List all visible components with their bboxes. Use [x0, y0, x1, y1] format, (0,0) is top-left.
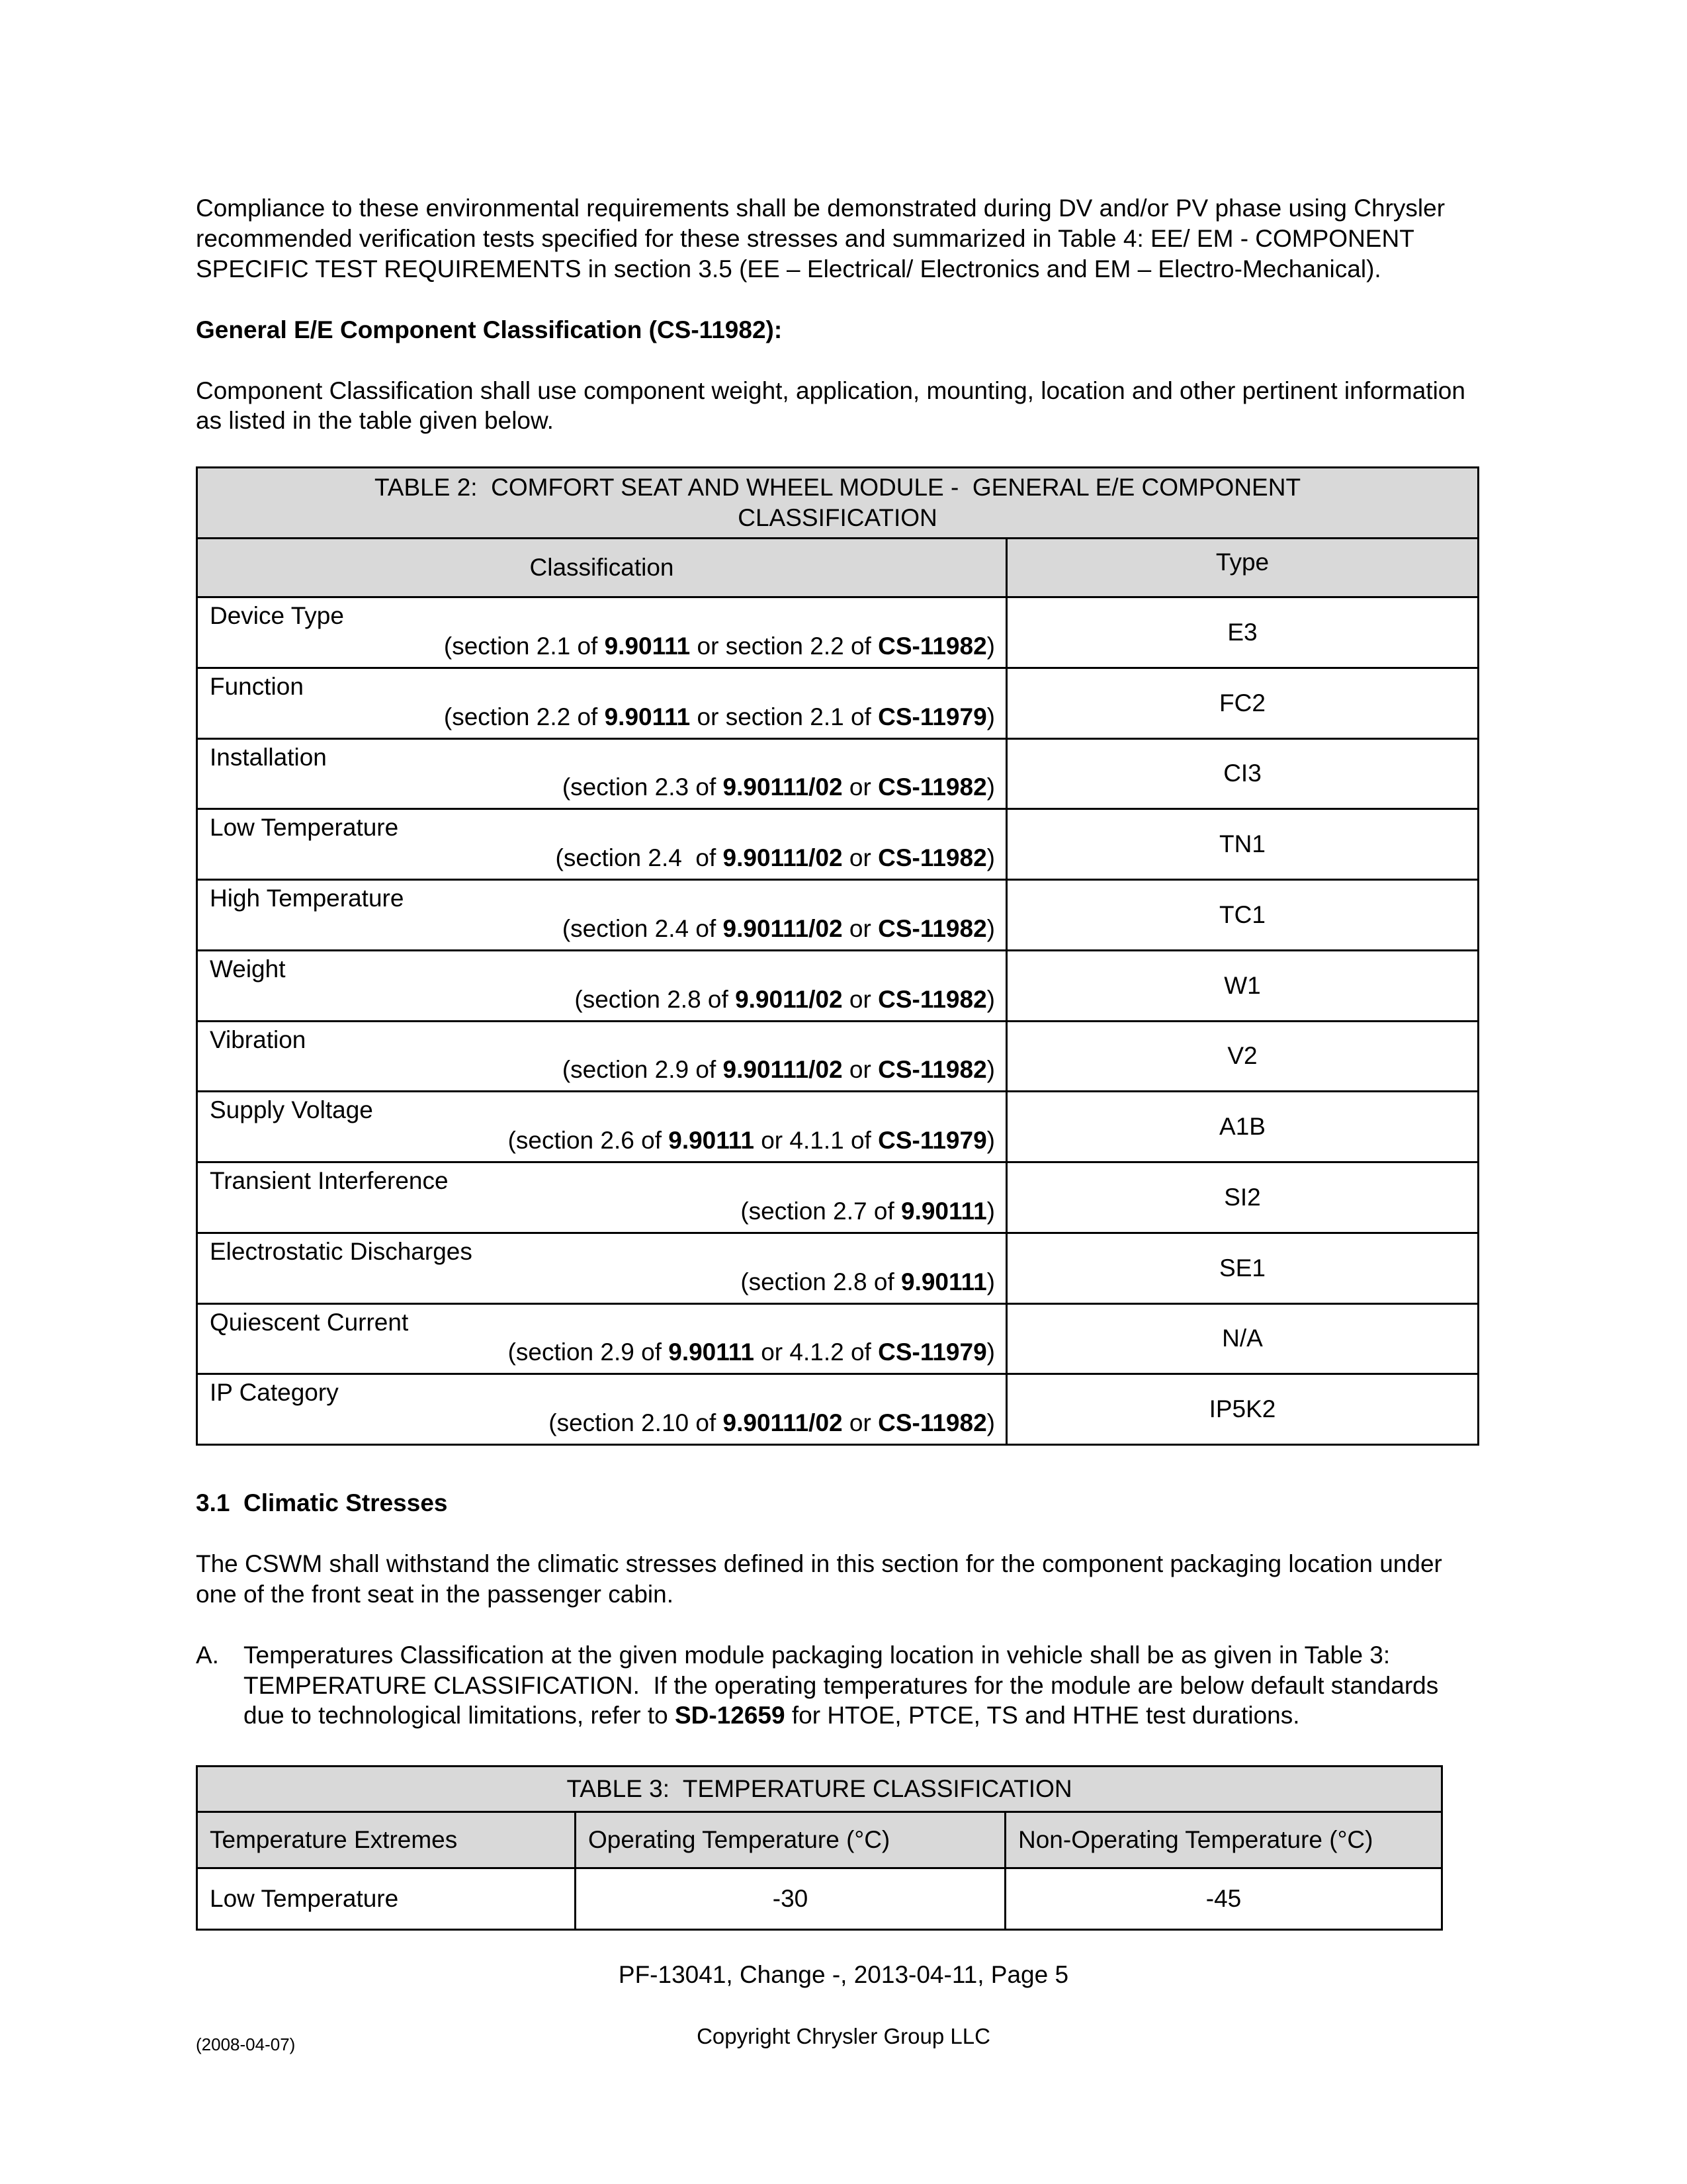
list-item-a-text: Temperatures Classification at the given module packaging location in vehicle shall be as given in Table 3: TEMPERATURE CLASSIFICATION. If the operating temperatures for the module are below default standards due to technological limitations, refer to SD-12659 for HTOE, PTCE, TS and HTHE test durations.: [243, 1641, 1446, 1729]
table-row: [197, 1374, 1479, 1445]
type-value-cell: V2: [1007, 1021, 1479, 1092]
classification-section-ref: (section 2.7 of 9.90111): [740, 1197, 995, 1225]
classification-label: Weight: [210, 955, 286, 983]
classification-label: Installation: [210, 743, 327, 771]
classification-label: Vibration: [210, 1026, 306, 1053]
table-row: [197, 738, 1479, 809]
type-value-cell: TN1: [1007, 809, 1479, 880]
classification-section-ref: (section 2.4 of 9.90111/02 or CS-11982): [562, 914, 995, 942]
classification-cell: [197, 1092, 1007, 1162]
type-value-cell: E3: [1007, 597, 1479, 668]
table-row: [197, 1021, 1479, 1092]
type-value-cell: A1B: [1007, 1092, 1479, 1162]
classification-section-ref: (section 2.2 of 9.90111 or section 2.1 of CS-11979): [443, 703, 995, 730]
classification-label: Supply Voltage: [210, 1096, 373, 1124]
table-3-header-row: [197, 1812, 1442, 1868]
paragraph-cswm-climatic: The CSWM shall withstand the climatic stresses defined in this section for the component packaging location under one of the front seat in the passenger cabin.: [196, 1550, 1442, 1608]
table-3-title-row: [197, 1767, 1442, 1812]
classification-section-ref: (section 2.4 of 9.90111/02 or CS-11982): [555, 844, 995, 872]
classification-cell: [197, 668, 1007, 738]
classification-section-ref: (section 2.8 of 9.9011/02 or CS-11982): [574, 985, 995, 1013]
table-2-component-classification: [196, 466, 1479, 1446]
temperature-extreme-cell: Low Temperature: [197, 1868, 576, 1930]
type-value-cell: SI2: [1007, 1162, 1479, 1233]
classification-label: Electrostatic Discharges: [210, 1237, 472, 1265]
classification-section-ref: (section 2.10 of 9.90111/02 or CS-11982): [548, 1409, 995, 1437]
type-value-cell: CI3: [1007, 738, 1479, 809]
table-row: [197, 809, 1479, 880]
footer-page-info: PF-13041, Change -, 2013-04-11, Page 5: [618, 1961, 1069, 1988]
classification-cell: [197, 597, 1007, 668]
table-row: [197, 1303, 1479, 1374]
table-2-title-cell: [197, 468, 1479, 539]
table-2-title: TABLE 2: COMFORT SEAT AND WHEEL MODULE - GENERAL E/E COMPONENT CLASSIFICATION: [374, 474, 1308, 532]
table-row: [197, 597, 1479, 668]
heading-climatic-stresses: 3.1 Climatic Stresses: [196, 1489, 448, 1516]
table-row: [197, 950, 1479, 1021]
footer-date-note: (2008-04-07): [196, 2034, 296, 2054]
type-value-cell: N/A: [1007, 1303, 1479, 1374]
table-row: [197, 668, 1479, 738]
table-2-header-classification: Classification: [197, 539, 1007, 597]
type-value-cell: TC1: [1007, 880, 1479, 951]
table-row: [197, 880, 1479, 951]
type-value-cell: SE1: [1007, 1233, 1479, 1303]
table-row: [197, 1162, 1479, 1233]
classification-label: Quiescent Current: [210, 1308, 409, 1336]
classification-section-ref: (section 2.3 of 9.90111/02 or CS-11982): [562, 773, 995, 801]
classification-cell: [197, 1374, 1007, 1445]
table-3-title: TABLE 3: TEMPERATURE CLASSIFICATION: [197, 1767, 1442, 1812]
table-2-header-row: [197, 539, 1479, 597]
list-item-a-marker: A.: [196, 1641, 219, 1669]
classification-cell: [197, 738, 1007, 809]
heading-component-classification: General E/E Component Classification (CS-11982):: [196, 316, 783, 343]
classification-cell: [197, 1233, 1007, 1303]
list-item-a: [196, 1640, 1478, 1731]
type-value-cell: FC2: [1007, 668, 1479, 738]
type-value-cell: IP5K2: [1007, 1374, 1479, 1445]
table-3-header-temperature-extremes: Temperature Extremes: [197, 1812, 576, 1868]
classification-label: Low Temperature: [210, 814, 399, 842]
classification-cell: [197, 809, 1007, 880]
classification-section-ref: (section 2.9 of 9.90111 or 4.1.2 of CS-11979): [507, 1338, 995, 1366]
table-3-header-non-operating-temperature: Non-Operating Temperature (°C): [1006, 1812, 1442, 1868]
classification-section-ref: (section 2.8 of 9.90111): [740, 1268, 995, 1295]
classification-section-ref: (section 2.9 of 9.90111/02 or CS-11982): [562, 1056, 995, 1084]
paragraph-component-classification: Component Classification shall use component weight, application, mounting, location and other pertinent information as listed in the table given below.: [196, 376, 1465, 435]
footer-copyright: Copyright Chrysler Group LLC: [697, 2024, 990, 2048]
table-2-header-type: Type: [1007, 539, 1479, 597]
classification-cell: [197, 950, 1007, 1021]
non-operating-temperature-cell: -45: [1006, 1868, 1442, 1930]
classification-label: Transient Interference: [210, 1167, 449, 1194]
table-3-temperature-classification: [196, 1765, 1443, 1931]
operating-temperature-cell: -30: [576, 1868, 1006, 1930]
table-row: [197, 1092, 1479, 1162]
classification-cell: [197, 1162, 1007, 1233]
table-2-title-row: [197, 468, 1479, 539]
classification-cell: [197, 1021, 1007, 1092]
classification-section-ref: (section 2.6 of 9.90111 or 4.1.1 of CS-11979): [507, 1127, 995, 1155]
classification-label: Function: [210, 672, 304, 700]
table-3-header-operating-temperature: Operating Temperature (°C): [576, 1812, 1006, 1868]
classification-cell: [197, 1303, 1007, 1374]
table-row: [197, 1233, 1479, 1303]
table-row: [197, 1868, 1442, 1930]
classification-label: High Temperature: [210, 885, 404, 912]
classification-cell: [197, 880, 1007, 951]
classification-section-ref: (section 2.1 of 9.90111 or section 2.2 of CS-11982): [443, 632, 995, 660]
type-value-cell: W1: [1007, 950, 1479, 1021]
paragraph-compliance: Compliance to these environmental requirements shall be demonstrated during DV and/or PV phase using Chrysler recommended verification tests specified for these stresses and summarized in Table 4: EE/ EM - COMPONENT SPECIFIC TEST REQUIREMENTS in section 3.5 (EE – Electrical/ Electronics and EM – Electro-Mechanical).: [196, 195, 1446, 283]
classification-label: IP Category: [210, 1379, 339, 1407]
classification-label: Device Type: [210, 602, 344, 629]
